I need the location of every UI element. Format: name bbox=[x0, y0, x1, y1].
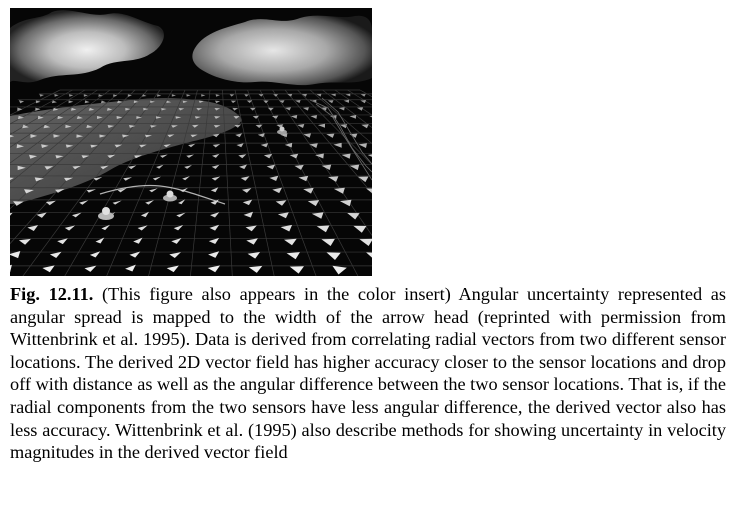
sensor-marker bbox=[102, 207, 110, 215]
sensor-marker bbox=[280, 127, 285, 132]
vector-field-render bbox=[10, 8, 372, 276]
caption-text: (This figure also appears in the color insert) Angular uncertainty represented as angular spread is mapped to the width of the arrow head (reprinted with permission from Wittenbrink et al. 1995). Data is derived from correlating radial vectors from two different sensor locations. The derived 2D vector field has higher accuracy closer to the sensor locations and drop off with distance as well as the angular difference between the two sensor locations. That is, if the radial components from the two sensors have less angular difference, the derived vector also has less accuracy. Wittenbrink et al. (1995) also describe methods for showing uncertainty in velocity magnitudes in the derived vector field bbox=[10, 284, 726, 463]
figure-caption bbox=[10, 283, 726, 464]
sensor-marker bbox=[167, 191, 174, 198]
caption-label: Fig. 12.11. bbox=[10, 284, 94, 304]
vector-field-figure bbox=[10, 8, 372, 276]
